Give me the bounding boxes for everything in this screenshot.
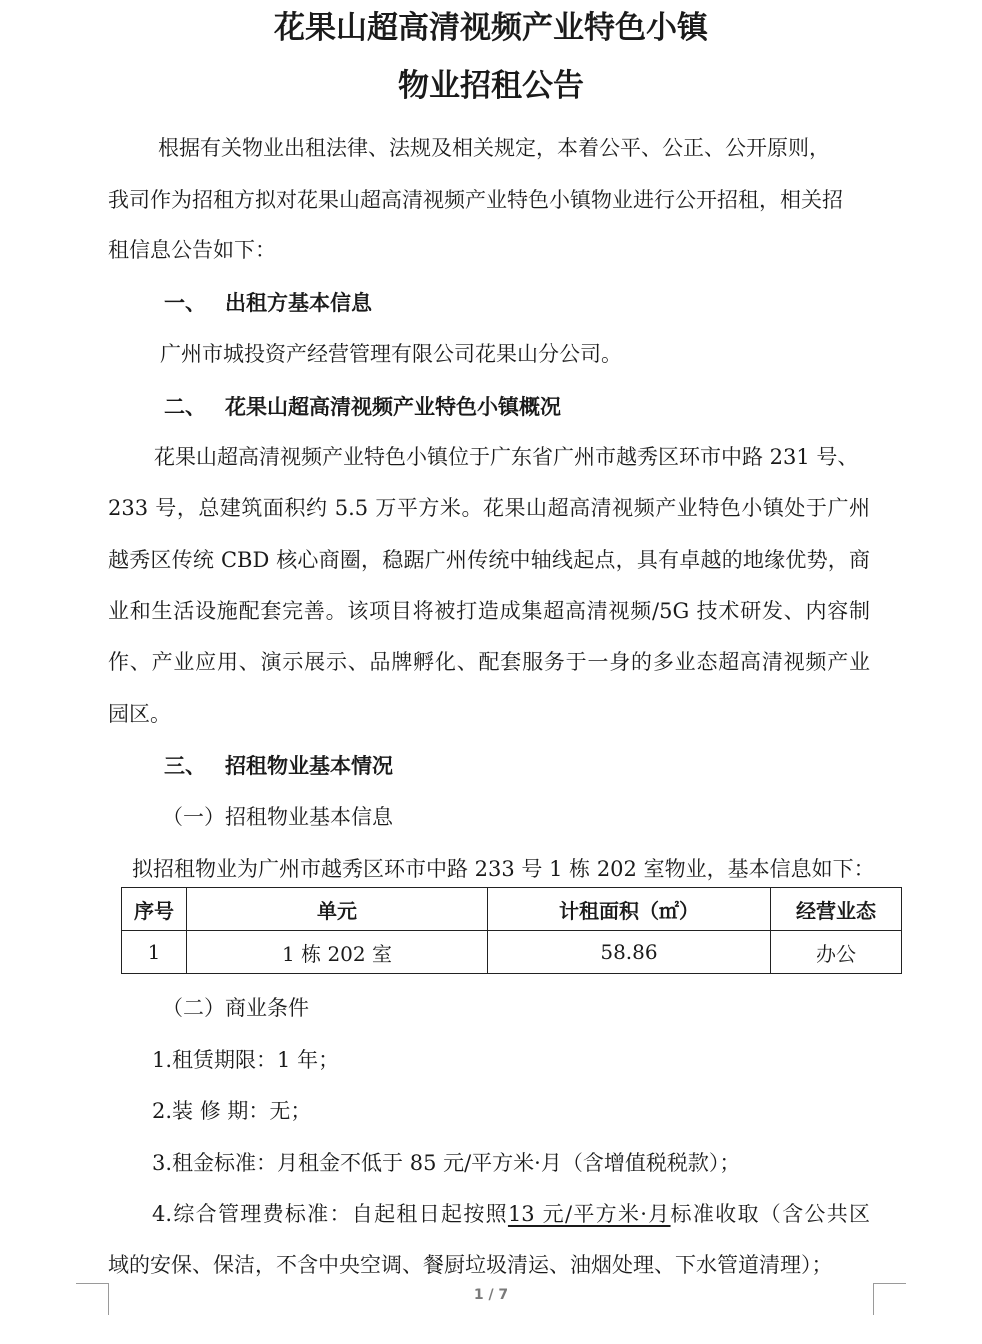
section-2-body-line-3: 越秀区传统 CBD 核心商圈，稳踞广州传统中轴线起点，具有卓越的地缘优势，商 [108,548,870,572]
section-1-number: 一、 [164,290,206,315]
property-table [121,887,902,974]
doc-title-line-1: 花果山超高清视频产业特色小镇 [274,10,708,46]
term-4-prefix: 4.综合管理费标准：自起租日起按照 [152,1202,508,1226]
term-4-line-1 [152,1200,870,1228]
term-2: 2.装 修 期：无； [152,1099,312,1123]
table-intro: 拟招租物业为广州市越秀区环市中路 233 号 1 栋 202 室物业，基本信息如下： [132,857,875,881]
cell-area: 58.86 [488,931,771,974]
header-area: 计租面积（㎡） [488,888,771,931]
term-3: 3.租金标准：月租金不低于 85 元/平方米·月（含增值税税款）； [152,1151,741,1175]
header-seq: 序号 [122,888,187,931]
term-1: 1.租赁期限：1 年； [152,1048,340,1072]
section-2-body-line-6: 园区。 [108,702,171,726]
cell-seq: 1 [122,931,187,974]
subsection-1-heading: 招租物业基本信息 [225,805,393,829]
table-header-row [122,888,902,931]
section-2-number: 二、 [164,394,206,419]
page-number: 1 / 7 [473,1287,509,1303]
term-4-line-2: 域的安保、保洁，不含中央空调、餐厨垃圾清运、油烟处理、下水管道清理）； [108,1253,833,1277]
cell-unit: 1 栋 202 室 [187,931,488,974]
section-2-body-line-4: 业和生活设施配套完善。该项目将被打造成集超高清视频/5G 技术研发、内容制 [108,599,870,623]
subsection-2-number: （二） [162,996,225,1020]
header-use: 经营业态 [771,888,902,931]
header-unit: 单元 [187,888,488,931]
crop-mark-left-horizontal [76,1283,109,1284]
term-4-fee: 13 元/平方米·月 [507,1202,671,1226]
doc-title-line-2: 物业招租公告 [398,68,584,104]
subsection-2-heading: 商业条件 [225,996,309,1020]
section-2-body-line-2: 233 号，总建筑面积约 5.5 万平方米。花果山超高清视频产业特色小镇处于广州 [108,496,870,520]
section-2-body-line-1: 花果山超高清视频产业特色小镇位于广东省广州市越秀区环市中路 231 号、 [154,445,859,469]
term-4-suffix: 标准收取（含公共区 [670,1202,870,1226]
intro-line-3: 租信息公告如下： [108,238,276,262]
table-row [122,931,902,974]
section-1-body: 广州市城投资产经营管理有限公司花果山分公司。 [160,342,622,366]
section-3-number: 三、 [164,753,206,778]
subsection-1-number: （一） [162,805,225,829]
section-1-heading: 出租方基本信息 [225,290,372,315]
section-2-heading: 花果山超高清视频产业特色小镇概况 [225,394,561,419]
crop-mark-right-horizontal [873,1283,906,1284]
intro-line-1: 根据有关物业出租法律、法规及相关规定，本着公平、公正、公开原则， [158,136,830,160]
cell-use: 办公 [771,931,902,974]
section-2-body-line-5: 作、产业应用、演示展示、品牌孵化、配套服务于一身的多业态超高清视频产业 [108,650,870,674]
section-3-heading: 招租物业基本情况 [225,753,393,778]
intro-line-2: 我司作为招租方拟对花果山超高清视频产业特色小镇物业进行公开招租，相关招 [108,188,843,212]
